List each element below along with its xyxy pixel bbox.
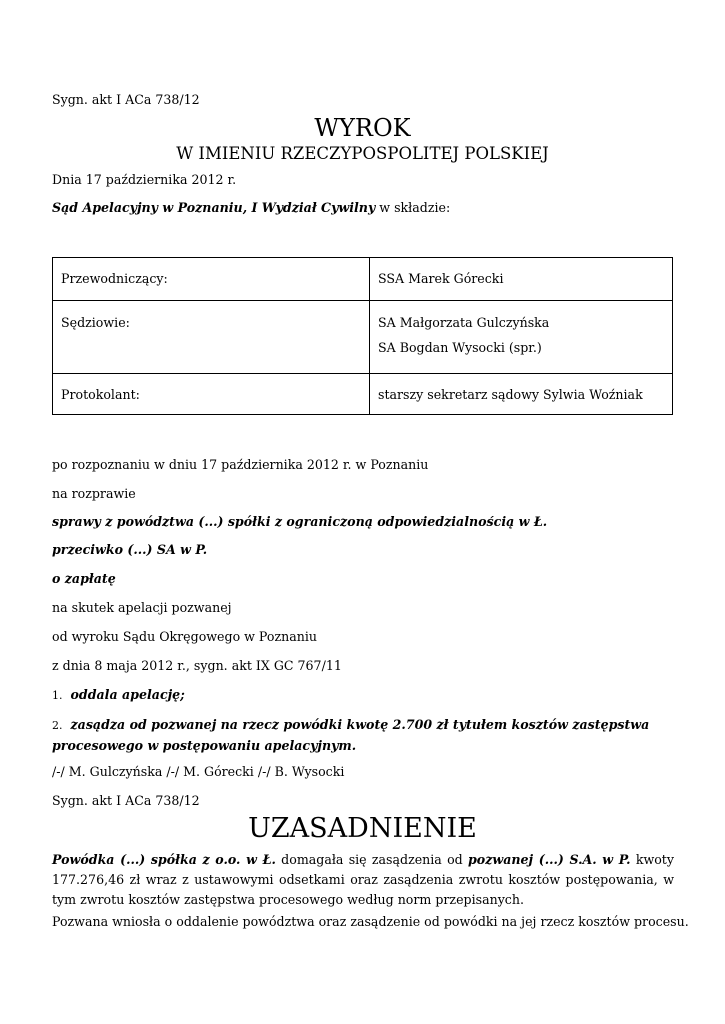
judgment-date: Dnia 17 października 2012 r.	[52, 172, 237, 187]
case-parties: sprawy z powództwa (...) spółki z ograniczoną odpowiedzialnością w Ł.	[52, 514, 548, 529]
proceedings-line: od wyroku Sądu Okręgowego w Poznaniu	[52, 629, 317, 644]
justification-title: UZASADNIENIE	[248, 813, 477, 844]
ruling-number: 1.	[52, 689, 63, 702]
court-line	[52, 200, 450, 215]
judges-value-cell	[370, 301, 673, 374]
table-row	[53, 374, 673, 415]
plaintiff-name: Powódka (...) spółka z o.o. w Ł.	[52, 852, 276, 867]
clerk-value: starszy sekretarz sądowy Sylwia Woźniak	[378, 387, 643, 402]
ruling-text: zasądza od pozwanej na rzecz powódki kwotę 2.700 zł tytułem kosztów zastępstwa procesowego w postępowaniu apelacyjnym.	[52, 717, 650, 753]
judgment-title: WYROK	[314, 114, 411, 142]
court-name: Sąd Apelacyjny w Poznaniu, I Wydział Cywilny	[52, 200, 376, 215]
case-signature-top: Sygn. akt I ACa 738/12	[52, 92, 200, 107]
table-row	[53, 258, 673, 301]
clerk-label: Protokolant:	[61, 387, 140, 402]
court-suffix: w składzie:	[375, 200, 451, 215]
clerk-label-cell	[53, 374, 370, 415]
presiding-label-cell	[53, 258, 370, 301]
proceedings-line: na rozprawie	[52, 486, 136, 501]
justification-paragraph: Pozwana wniosła o oddalenie powództwa oraz zasądzenie od powódki na jej rzecz kosztów procesu.	[52, 914, 689, 929]
clerk-value-cell	[370, 374, 673, 415]
presiding-value-cell	[370, 258, 673, 301]
case-signature: Sygn. akt I ACa 738/12	[52, 793, 200, 808]
paragraph-text: kwoty 177.276,46 zł wraz z ustawowymi odsetkami oraz zasądzenia zwrotu kosztów postępowania, w tym zwrotu kosztów zastępstwa procesowego według norm przepisanych.	[52, 852, 674, 907]
ruling-item	[52, 687, 185, 702]
court-panel-table	[52, 257, 673, 415]
table-row	[53, 301, 673, 374]
ruling-text: oddala apelację;	[70, 687, 185, 702]
judge-name: SA Małgorzata Gulczyńska	[378, 315, 550, 330]
ruling-number: 2.	[52, 719, 63, 732]
signatures: /-/ M. Gulczyńska /-/ M. Górecki /-/ B. Wysocki	[52, 764, 345, 779]
case-subject: o zapłatę	[52, 571, 116, 586]
judgment-subtitle: W IMIENIU RZECZYPOSPOLITEJ POLSKIEJ	[176, 144, 549, 163]
judge-name: SA Bogdan Wysocki (spr.)	[378, 340, 542, 355]
proceedings-line: po rozpoznaniu w dniu 17 października 2012 r. w Poznaniu	[52, 457, 429, 472]
presiding-label: Przewodniczący:	[61, 271, 168, 286]
case-defendant: przeciwko (...) SA w P.	[52, 542, 208, 557]
paragraph-text: domagała się zasądzenia od	[275, 852, 468, 867]
judges-label: Sędziowie:	[61, 315, 130, 330]
justification-paragraph	[52, 850, 674, 910]
proceedings-line: z dnia 8 maja 2012 r., sygn. akt IX GC 767/11	[52, 658, 342, 673]
defendant-name: pozwanej (...) S.A. w P.	[468, 852, 631, 867]
judges-label-cell	[53, 301, 370, 374]
ruling-item	[52, 715, 677, 756]
presiding-value: SSA Marek Górecki	[378, 271, 504, 286]
proceedings-line: na skutek apelacji pozwanej	[52, 600, 232, 615]
